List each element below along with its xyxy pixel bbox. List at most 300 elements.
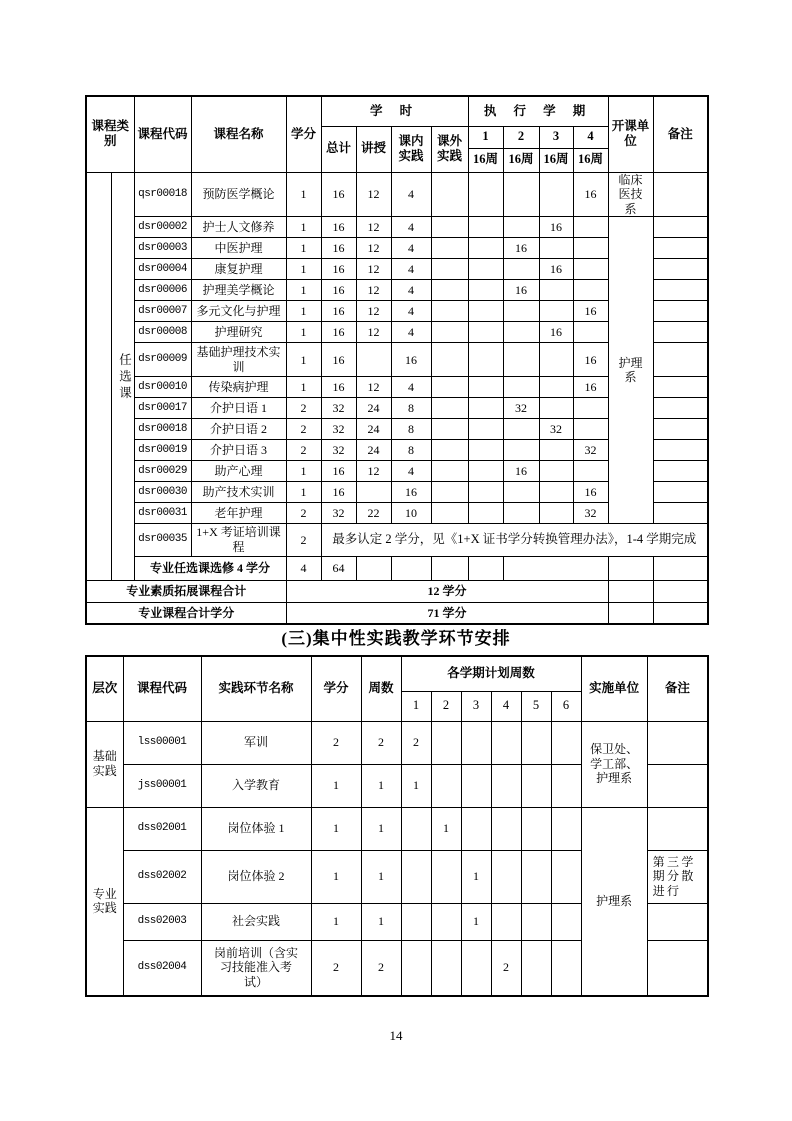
- page-number: 14: [389, 1028, 403, 1043]
- cell-lecture: 12: [356, 259, 391, 280]
- cell-credits: 1: [286, 322, 321, 343]
- elective-summary-credits: 4: [286, 556, 321, 580]
- cell-sem2: [503, 482, 539, 503]
- cell-sem5: [521, 764, 551, 807]
- cell-sem4: [573, 419, 608, 440]
- cell-practice-out: [431, 503, 468, 524]
- cell-sem6: [551, 721, 581, 764]
- cell-name: 护士人文修养: [191, 217, 286, 238]
- header-hours-practice-in: 课内实践: [391, 126, 431, 172]
- cell-total: 16: [321, 322, 356, 343]
- cell-lecture: 12: [356, 322, 391, 343]
- elective-summary-total: 64: [321, 556, 356, 580]
- cell-sem4: [573, 461, 608, 482]
- cell-total: 16: [321, 301, 356, 322]
- cell-sem6: [551, 940, 581, 996]
- cell-credits: 1: [286, 482, 321, 503]
- cell-sem1: [468, 461, 503, 482]
- header-sem-2: 2: [431, 691, 461, 721]
- header-remark: 备注: [647, 656, 708, 721]
- cell-lecture: 22: [356, 503, 391, 524]
- cell-code: dsr00006: [134, 280, 191, 301]
- cell-sem1: [468, 259, 503, 280]
- cell-name: 传染病护理: [191, 377, 286, 398]
- cell-sem2: [431, 721, 461, 764]
- cell-practice-in: 4: [391, 377, 431, 398]
- cell-sem2: 1: [431, 807, 461, 850]
- totals-row: [86, 580, 708, 602]
- cell-sem4: [573, 238, 608, 259]
- course-row: [86, 217, 708, 238]
- cell-credits: 1: [286, 280, 321, 301]
- cell-remark: [653, 461, 708, 482]
- header-sem-3-weeks: 16周: [539, 148, 573, 172]
- level-professional-cell: 专业实践: [86, 807, 123, 996]
- cell-lecture: [356, 343, 391, 377]
- cell-practice-out: [431, 259, 468, 280]
- cell-practice-out: [431, 322, 468, 343]
- cell-name: 1+X 考证培训课程: [191, 524, 286, 556]
- cell-sem3: 16: [539, 259, 573, 280]
- cell-practice-in: 8: [391, 419, 431, 440]
- cell-code: jss00001: [123, 764, 201, 807]
- totals-label: 专业素质拓展课程合计: [86, 580, 286, 602]
- cell-credits: 1: [311, 850, 361, 903]
- cell-total: 16: [321, 259, 356, 280]
- cell-sem1: [468, 343, 503, 377]
- cell-sem6: [551, 807, 581, 850]
- cell-sem1: [401, 903, 431, 940]
- header-weeks: 周数: [361, 656, 401, 721]
- header-remark: 备注: [653, 96, 708, 172]
- cell-name: 入学教育: [201, 764, 311, 807]
- cell-lecture: 12: [356, 172, 391, 217]
- empty-cell: [503, 556, 608, 580]
- cell-remark: [653, 238, 708, 259]
- cell-name: 介护日语 2: [191, 419, 286, 440]
- cell-weeks: 1: [361, 903, 401, 940]
- cell-credits: 2: [286, 398, 321, 419]
- cell-name: 中医护理: [191, 238, 286, 259]
- empty-cell: [391, 556, 431, 580]
- cell-lecture: 12: [356, 377, 391, 398]
- cell-unit-professional: 护理系: [581, 807, 647, 996]
- cell-credits: 2: [286, 524, 321, 556]
- cell-code: qsr00018: [134, 172, 191, 217]
- cell-practice-out: [431, 440, 468, 461]
- cell-code: dss02004: [123, 940, 201, 996]
- cell-name: 岗前培训（含实习技能准入考试）: [201, 940, 311, 996]
- cell-lecture: 24: [356, 419, 391, 440]
- header-practice-name: 实践环节名称: [201, 656, 311, 721]
- cell-sem4: 16: [573, 377, 608, 398]
- cell-sem4: 32: [573, 440, 608, 461]
- cell-remark: [653, 301, 708, 322]
- cell-lecture: 12: [356, 280, 391, 301]
- cell-sem2: [503, 259, 539, 280]
- cell-sem2: 32: [503, 398, 539, 419]
- cell-credits: 1: [286, 172, 321, 217]
- cell-sem2: [503, 419, 539, 440]
- header-credits: 学分: [311, 656, 361, 721]
- cell-credits: 1: [286, 461, 321, 482]
- cell-sem1: [401, 850, 431, 903]
- cell-sem4: 32: [573, 503, 608, 524]
- cell-unit-clinical: 临床医技系: [608, 172, 653, 217]
- cell-total: 32: [321, 503, 356, 524]
- cell-practice-in: 4: [391, 301, 431, 322]
- cell-remark: [647, 903, 708, 940]
- cell-credits: 2: [311, 940, 361, 996]
- totals-label: 专业课程合计学分: [86, 602, 286, 624]
- cell-practice-in: 10: [391, 503, 431, 524]
- cell-total: 16: [321, 377, 356, 398]
- cell-credits: 1: [286, 238, 321, 259]
- empty-cell: [468, 556, 503, 580]
- cell-name: 介护日语 1: [191, 398, 286, 419]
- cell-sem5: [521, 940, 551, 996]
- header-sem-2-weeks: 16周: [503, 148, 539, 172]
- cell-credits: 1: [311, 764, 361, 807]
- cell-remark: [647, 721, 708, 764]
- section-title: (三)集中性实践教学环节安排: [281, 629, 511, 648]
- cell-remark: [653, 172, 708, 217]
- cell-sem4: [491, 903, 521, 940]
- cell-sem1: 1: [401, 764, 431, 807]
- cell-sem1: [401, 940, 431, 996]
- cell-remark: [647, 940, 708, 996]
- cell-code: dsr00035: [134, 524, 191, 556]
- cell-sem1: [468, 301, 503, 322]
- cell-credits: 1: [286, 217, 321, 238]
- cell-sem1: [468, 172, 503, 217]
- cell-sem3: [539, 301, 573, 322]
- cell-total: 16: [321, 461, 356, 482]
- cell-credits: 1: [286, 301, 321, 322]
- cell-sem4: 16: [573, 301, 608, 322]
- course-row: [86, 172, 708, 217]
- practice-schedule-table: [85, 655, 709, 997]
- practice-row: [86, 721, 708, 764]
- totals-row: [86, 602, 708, 624]
- cell-sem4: 2: [491, 940, 521, 996]
- cell-name: 军训: [201, 721, 311, 764]
- cell-practice-in: 4: [391, 280, 431, 301]
- cell-sem1: [468, 503, 503, 524]
- cell-code: dsr00002: [134, 217, 191, 238]
- cell-practice-in: 16: [391, 482, 431, 503]
- cell-total: 16: [321, 238, 356, 259]
- cell-sem4: [573, 322, 608, 343]
- header-plan-group: 各学期计划周数: [401, 656, 581, 691]
- header-hours-practice-out: 课外实践: [431, 126, 468, 172]
- cell-name: 介护日语 3: [191, 440, 286, 461]
- category-label-cell: 任选课: [111, 172, 134, 580]
- cell-name: 岗位体验 2: [201, 850, 311, 903]
- header-sem-6: 6: [551, 691, 581, 721]
- cell-sem2: [503, 503, 539, 524]
- cell-sem1: [468, 440, 503, 461]
- cell-practice-out: [431, 217, 468, 238]
- cell-sem2: [503, 172, 539, 217]
- cell-name: 助产心理: [191, 461, 286, 482]
- cell-credits: 1: [286, 343, 321, 377]
- cell-practice-in: 4: [391, 259, 431, 280]
- cell-sem5: [521, 850, 551, 903]
- cell-remark-professional: 第三学期分散进行: [647, 850, 708, 903]
- cell-credits: 1: [311, 903, 361, 940]
- cell-remark: [653, 503, 708, 524]
- course-schedule-table: [85, 95, 709, 625]
- cell-sem4: [573, 398, 608, 419]
- cell-code: dsr00029: [134, 461, 191, 482]
- cert-course-row: [86, 524, 708, 556]
- cell-sem3: 32: [539, 419, 573, 440]
- cell-name: 助产技术实训: [191, 482, 286, 503]
- cell-sem4: 16: [573, 482, 608, 503]
- cell-total: 16: [321, 172, 356, 217]
- cell-remark: [653, 217, 708, 238]
- practice-row: [86, 807, 708, 850]
- cell-sem4: 16: [573, 172, 608, 217]
- cell-total: 32: [321, 398, 356, 419]
- cell-sem4: [573, 280, 608, 301]
- cell-sem1: [468, 419, 503, 440]
- cell-credits: 1: [286, 377, 321, 398]
- cell-code: dss02002: [123, 850, 201, 903]
- cell-sem5: [521, 807, 551, 850]
- cell-sem3: [461, 940, 491, 996]
- cell-sem2: [431, 940, 461, 996]
- header-sem-1-weeks: 16周: [468, 148, 503, 172]
- cell-practice-out: [431, 482, 468, 503]
- cell-sem1: 2: [401, 721, 431, 764]
- cell-code: dsr00031: [134, 503, 191, 524]
- cell-credits: 2: [286, 440, 321, 461]
- cell-sem3: [539, 377, 573, 398]
- cell-sem3: [539, 482, 573, 503]
- cell-sem3: [461, 764, 491, 807]
- cell-sem3: [539, 440, 573, 461]
- empty-cell: [608, 580, 653, 602]
- cell-sem3: [539, 172, 573, 217]
- cell-code: dsr00009: [134, 343, 191, 377]
- cell-sem3: [539, 503, 573, 524]
- cert-course-note: 最多认定 2 学分，见《1+X 证书学分转换管理办法》，1-4 学期完成: [321, 524, 708, 556]
- cell-practice-out: [431, 343, 468, 377]
- header-unit: 实施单位: [581, 656, 647, 721]
- cell-sem3: [461, 807, 491, 850]
- cell-sem6: [551, 850, 581, 903]
- cell-sem3: 16: [539, 217, 573, 238]
- header-sem-2: 2: [503, 126, 539, 148]
- cell-remark: [653, 343, 708, 377]
- header-sem-1: 1: [468, 126, 503, 148]
- cell-practice-in: 8: [391, 440, 431, 461]
- cell-name: 老年护理: [191, 503, 286, 524]
- cell-sem5: [521, 903, 551, 940]
- cell-remark: [653, 259, 708, 280]
- header-hours-group: 学 时: [321, 96, 468, 126]
- cell-weeks: 1: [361, 807, 401, 850]
- cell-name: 基础护理技术实训: [191, 343, 286, 377]
- totals-value: 71 学分: [286, 602, 608, 624]
- cell-total: 16: [321, 217, 356, 238]
- elective-summary-label: 专业任选课选修 4 学分: [134, 556, 286, 580]
- cell-code: dsr00017: [134, 398, 191, 419]
- cell-remark: [653, 440, 708, 461]
- cell-sem1: [468, 217, 503, 238]
- cell-sem3: [539, 398, 573, 419]
- cell-lecture: 24: [356, 440, 391, 461]
- header-category: 课程类别: [86, 96, 134, 172]
- cell-sem2: [431, 764, 461, 807]
- cell-remark: [653, 280, 708, 301]
- cell-name: 社会实践: [201, 903, 311, 940]
- cell-code: dsr00007: [134, 301, 191, 322]
- cell-code: dsr00018: [134, 419, 191, 440]
- totals-value: 12 学分: [286, 580, 608, 602]
- cell-sem3: [539, 238, 573, 259]
- cell-lecture: 12: [356, 461, 391, 482]
- header-semesters-group: 执 行 学 期: [468, 96, 608, 126]
- cell-unit-basic: 保卫处、学工部、护理系: [581, 721, 647, 807]
- cell-sem3: [539, 343, 573, 377]
- cell-sem2: [431, 850, 461, 903]
- cell-sem2: [503, 440, 539, 461]
- cell-practice-in: 16: [391, 343, 431, 377]
- cell-remark: [653, 322, 708, 343]
- cell-practice-out: [431, 419, 468, 440]
- empty-cell: [608, 602, 653, 624]
- cell-code: dsr00004: [134, 259, 191, 280]
- cell-lecture: 12: [356, 217, 391, 238]
- cell-total: 16: [321, 343, 356, 377]
- cell-name: 预防医学概论: [191, 172, 286, 217]
- cell-name: 护理研究: [191, 322, 286, 343]
- cell-weeks: 1: [361, 850, 401, 903]
- cell-practice-out: [431, 280, 468, 301]
- cell-sem3: [539, 461, 573, 482]
- cell-sem1: [468, 482, 503, 503]
- cell-sem2: 16: [503, 280, 539, 301]
- cell-sem2: [431, 903, 461, 940]
- cell-lecture: 24: [356, 398, 391, 419]
- cell-remark: [653, 482, 708, 503]
- empty-cell: [356, 556, 391, 580]
- header-hours-lecture: 讲授: [356, 126, 391, 172]
- cell-sem4: [491, 764, 521, 807]
- cell-lecture: 12: [356, 238, 391, 259]
- cell-sem2: [503, 377, 539, 398]
- cell-sem3: 1: [461, 903, 491, 940]
- cell-code: lss00001: [123, 721, 201, 764]
- cell-practice-out: [431, 398, 468, 419]
- cell-lecture: [356, 482, 391, 503]
- cell-sem2: 16: [503, 461, 539, 482]
- header-credits: 学分: [286, 96, 321, 172]
- cell-sem1: [401, 807, 431, 850]
- cell-weeks: 2: [361, 940, 401, 996]
- cell-name: 康复护理: [191, 259, 286, 280]
- cell-remark: [653, 419, 708, 440]
- cell-practice-in: 4: [391, 217, 431, 238]
- empty-cell: [431, 556, 468, 580]
- cell-practice-in: 8: [391, 398, 431, 419]
- cell-practice-out: [431, 461, 468, 482]
- cell-credits: 2: [311, 721, 361, 764]
- cell-sem1: [468, 322, 503, 343]
- cell-sem6: [551, 764, 581, 807]
- cell-sem4: 16: [573, 343, 608, 377]
- cell-practice-in: 4: [391, 322, 431, 343]
- cell-sem3: [461, 721, 491, 764]
- cell-credits: 2: [286, 419, 321, 440]
- cell-credits: 1: [311, 807, 361, 850]
- header-sem-3: 3: [539, 126, 573, 148]
- cell-code: dsr00003: [134, 238, 191, 259]
- empty-cell: [653, 602, 708, 624]
- cell-practice-in: 4: [391, 238, 431, 259]
- cell-practice-out: [431, 377, 468, 398]
- cell-total: 32: [321, 440, 356, 461]
- cell-name: 多元文化与护理: [191, 301, 286, 322]
- cell-total: 16: [321, 482, 356, 503]
- cell-lecture: 12: [356, 301, 391, 322]
- cell-sem2: 16: [503, 238, 539, 259]
- cell-sem1: [468, 280, 503, 301]
- cell-remark: [653, 377, 708, 398]
- cell-sem4: [491, 807, 521, 850]
- elective-summary-row: [86, 556, 708, 580]
- cell-code: dsr00008: [134, 322, 191, 343]
- cell-sem4: [491, 850, 521, 903]
- cell-practice-out: [431, 301, 468, 322]
- cell-sem3: [539, 280, 573, 301]
- empty-cell: [653, 556, 708, 580]
- cell-sem2: [503, 301, 539, 322]
- cell-code: dsr00010: [134, 377, 191, 398]
- cell-total: 16: [321, 280, 356, 301]
- header-sem-4: 4: [491, 691, 521, 721]
- cell-remark: [653, 398, 708, 419]
- cell-practice-in: 4: [391, 461, 431, 482]
- cell-sem2: [503, 322, 539, 343]
- cell-sem2: [503, 217, 539, 238]
- cell-practice-out: [431, 172, 468, 217]
- cell-practice-out: [431, 238, 468, 259]
- empty-cell: [653, 580, 708, 602]
- table2-header-row-1: [86, 656, 708, 691]
- header-sem-4: 4: [573, 126, 608, 148]
- header-unit: 开课单位: [608, 96, 653, 172]
- cell-sem2: [503, 343, 539, 377]
- header-sem-4-weeks: 16周: [573, 148, 608, 172]
- category-spacer-cell: [86, 172, 111, 580]
- cell-sem1: [468, 377, 503, 398]
- header-sem-5: 5: [521, 691, 551, 721]
- cell-sem3: 16: [539, 322, 573, 343]
- cell-sem4: [491, 721, 521, 764]
- header-course-code: 课程代码: [134, 96, 191, 172]
- header-sem-3: 3: [461, 691, 491, 721]
- cell-remark: [647, 764, 708, 807]
- cell-sem3: 1: [461, 850, 491, 903]
- cell-unit-nursing: 护理系: [608, 217, 653, 524]
- cell-code: dss02003: [123, 903, 201, 940]
- header-course-code: 课程代码: [123, 656, 201, 721]
- cell-code: dss02001: [123, 807, 201, 850]
